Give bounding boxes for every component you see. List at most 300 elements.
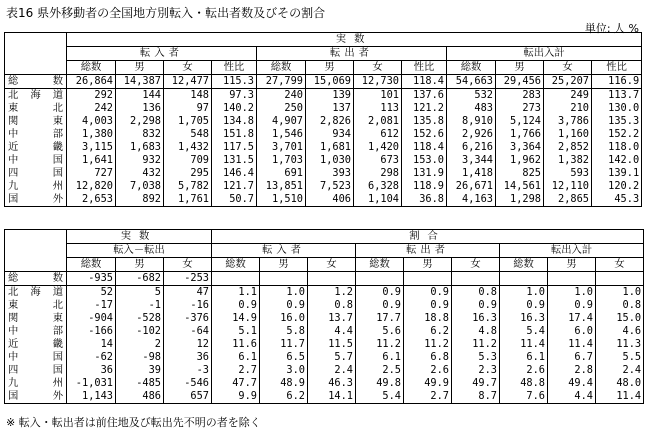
table-cell: 1,030 <box>306 154 354 167</box>
table-cell: 0.9 <box>356 286 404 300</box>
table-cell: 16.3 <box>452 312 500 325</box>
subgroup-header: 転入者 <box>212 244 356 258</box>
table-cell: 0.8 <box>452 286 500 300</box>
table-cell: -904 <box>67 312 116 325</box>
table-cell: 0.8 <box>596 299 644 312</box>
table-cell: 4,003 <box>67 115 116 128</box>
table-cell: 15,069 <box>306 75 354 89</box>
table-cell: 5.4 <box>500 325 548 338</box>
table-cell: 5.5 <box>596 351 644 364</box>
table-cell: 283 <box>496 89 544 103</box>
table-row <box>5 299 644 312</box>
column-header: 女 <box>308 258 356 272</box>
table-cell: 1,420 <box>354 141 402 154</box>
table-cell: 4.4 <box>308 325 356 338</box>
table-cell: 144 <box>116 89 164 103</box>
table-cell: 1,418 <box>447 167 496 180</box>
table-cell: 45.3 <box>592 193 642 207</box>
table-cell: 13.7 <box>308 312 356 325</box>
column-header: 男 <box>496 61 544 75</box>
column-header: 男 <box>548 258 596 272</box>
table-row <box>5 154 642 167</box>
table-cell: -166 <box>67 325 116 338</box>
table-cell: 131.5 <box>212 154 257 167</box>
table-cell: 12,820 <box>67 180 116 193</box>
column-header: 女 <box>544 61 592 75</box>
table-cell: 137.6 <box>402 89 447 103</box>
table-cell: 14 <box>67 338 116 351</box>
column-header: 男 <box>116 258 164 272</box>
table-cell: 486 <box>116 390 164 404</box>
table-cell: 16.3 <box>500 312 548 325</box>
corner-cell <box>5 230 67 272</box>
table-cell: -102 <box>116 325 164 338</box>
table-row <box>5 89 642 103</box>
column-header: 総数 <box>500 258 548 272</box>
table-row <box>5 75 642 89</box>
table-cell: 14.9 <box>212 312 260 325</box>
table-cell: 6.8 <box>404 351 452 364</box>
table-cell: 1,432 <box>164 141 212 154</box>
table-cell: 3.0 <box>260 364 308 377</box>
table-cell: 1,298 <box>496 193 544 207</box>
table-actual-numbers <box>4 32 642 207</box>
table-cell: 118.9 <box>402 180 447 193</box>
column-header: 性比 <box>212 61 257 75</box>
table-row <box>5 193 642 207</box>
table-cell: 151.8 <box>212 128 257 141</box>
table-cell: 101 <box>354 89 402 103</box>
table-cell: 1,683 <box>116 141 164 154</box>
table-cell: -98 <box>116 351 164 364</box>
table-cell: -1 <box>116 299 164 312</box>
table-cell: 2.5 <box>356 364 404 377</box>
table-cell <box>404 272 452 286</box>
table-cell: -17 <box>67 299 116 312</box>
table-cell: 406 <box>306 193 354 207</box>
table-cell: 1,104 <box>354 193 402 207</box>
table-cell: 273 <box>496 102 544 115</box>
table-cell: 2.7 <box>212 364 260 377</box>
table-cell: 6.1 <box>500 351 548 364</box>
table-cell: 727 <box>67 167 116 180</box>
table-cell: 49.9 <box>404 377 452 390</box>
table-cell: -485 <box>116 377 164 390</box>
table-cell: -376 <box>164 312 212 325</box>
table-cell: 6.2 <box>260 390 308 404</box>
table-cell: 1,546 <box>257 128 306 141</box>
table-cell: 137 <box>306 102 354 115</box>
table-cell: 153.0 <box>402 154 447 167</box>
table-cell: 54,663 <box>447 75 496 89</box>
table-cell: 249 <box>544 89 592 103</box>
column-header: 総数 <box>67 258 116 272</box>
table-cell: 12 <box>164 338 212 351</box>
table-cell: 242 <box>67 102 116 115</box>
table-row <box>5 338 644 351</box>
table-row <box>5 141 642 154</box>
table-cell: 12,730 <box>354 75 402 89</box>
column-header: 総数 <box>356 258 404 272</box>
table-row <box>5 351 644 364</box>
table-cell: 5.4 <box>356 390 404 404</box>
table-cell: 657 <box>164 390 212 404</box>
row-label: 国外 <box>5 193 67 207</box>
table-cell: 50.7 <box>212 193 257 207</box>
table-cell: 118.4 <box>402 141 447 154</box>
row-label: 四国 <box>5 364 67 377</box>
table-cell: 4,907 <box>257 115 306 128</box>
table-cell: 135.3 <box>592 115 642 128</box>
column-header: 女 <box>164 61 212 75</box>
table-cell: 39 <box>116 364 164 377</box>
table-cell: 130.0 <box>592 102 642 115</box>
column-header: 性比 <box>592 61 642 75</box>
table-cell: 2,653 <box>67 193 116 207</box>
table-cell: 14,387 <box>116 75 164 89</box>
subgroup-header: 転出者 <box>356 244 500 258</box>
table-cell: 11.5 <box>308 338 356 351</box>
table-cell: 16.0 <box>260 312 308 325</box>
table-cell: 11.7 <box>260 338 308 351</box>
table-cell: 49.4 <box>548 377 596 390</box>
table-cell: 134.8 <box>212 115 257 128</box>
table-cell: 1,641 <box>67 154 116 167</box>
table-cell: 1,703 <box>257 154 306 167</box>
table-cell: 14.1 <box>308 390 356 404</box>
table-cell: 3,115 <box>67 141 116 154</box>
table-cell: 49.8 <box>356 377 404 390</box>
table-cell: 11.3 <box>596 338 644 351</box>
table-cell: 146.4 <box>212 167 257 180</box>
table-cell: 1.0 <box>548 286 596 300</box>
subgroup-header: 転入－転出 <box>67 244 212 258</box>
table-cell: 1.1 <box>212 286 260 300</box>
table-cell: 1,766 <box>496 128 544 141</box>
table-cell: 6.1 <box>356 351 404 364</box>
column-header: 性比 <box>402 61 447 75</box>
table-cell: 3,786 <box>544 115 592 128</box>
table-cell: 2.7 <box>404 390 452 404</box>
table-cell: 298 <box>354 167 402 180</box>
column-header: 女 <box>452 258 500 272</box>
table-cell: 0.8 <box>308 299 356 312</box>
table-cell <box>356 272 404 286</box>
column-header: 総数 <box>257 61 306 75</box>
table-cell: 46.3 <box>308 377 356 390</box>
table-cell: 120.2 <box>592 180 642 193</box>
row-label: 中国 <box>5 351 67 364</box>
table-cell: 121.2 <box>402 102 447 115</box>
table-cell: -682 <box>116 272 164 286</box>
table-cell: 210 <box>544 102 592 115</box>
table-cell: 0.9 <box>404 286 452 300</box>
row-label: 関東 <box>5 312 67 325</box>
table-cell: 295 <box>164 167 212 180</box>
row-label: 近畿 <box>5 141 67 154</box>
table-row <box>5 102 642 115</box>
table-cell: 5.7 <box>308 351 356 364</box>
table-cell: 240 <box>257 89 306 103</box>
table-row <box>5 272 644 286</box>
table-cell: 52 <box>67 286 116 300</box>
table-cell <box>500 272 548 286</box>
table-cell: 5,782 <box>164 180 212 193</box>
table-row <box>5 180 642 193</box>
table-cell: 532 <box>447 89 496 103</box>
table-cell: 15.0 <box>596 312 644 325</box>
table-cell: 36.8 <box>402 193 447 207</box>
table-cell: 892 <box>116 193 164 207</box>
table-cell: 7,523 <box>306 180 354 193</box>
table-cell: 393 <box>306 167 354 180</box>
table-cell: 1,160 <box>544 128 592 141</box>
table-cell: 0.9 <box>404 299 452 312</box>
table-cell: 139.1 <box>592 167 642 180</box>
table-cell: -62 <box>67 351 116 364</box>
table-cell: 121.7 <box>212 180 257 193</box>
table-cell: 0.9 <box>260 299 308 312</box>
table-cell: 2 <box>116 338 164 351</box>
group-header: 実数 <box>67 33 642 47</box>
table-cell: 934 <box>306 128 354 141</box>
table-cell: 113 <box>354 102 402 115</box>
table-cell: 14,561 <box>496 180 544 193</box>
table-row <box>5 377 644 390</box>
row-label: 北海道 <box>5 286 67 300</box>
table-cell: 691 <box>257 167 306 180</box>
table-cell: 7,038 <box>116 180 164 193</box>
table-cell: -16 <box>164 299 212 312</box>
table-cell: 3,701 <box>257 141 306 154</box>
row-label: 四国 <box>5 167 67 180</box>
table-cell: 6,216 <box>447 141 496 154</box>
row-label: 九州 <box>5 180 67 193</box>
table-cell: 825 <box>496 167 544 180</box>
row-label: 東北 <box>5 299 67 312</box>
table-cell: 2,298 <box>116 115 164 128</box>
table-cell: 2.4 <box>596 364 644 377</box>
table-cell: 0.9 <box>356 299 404 312</box>
table-cell: 593 <box>544 167 592 180</box>
table-cell: 5.8 <box>260 325 308 338</box>
table-cell <box>260 272 308 286</box>
table-cell: 4,163 <box>447 193 496 207</box>
table-cell: 135.8 <box>402 115 447 128</box>
row-label: 近畿 <box>5 338 67 351</box>
row-label: 九州 <box>5 377 67 390</box>
corner-cell <box>5 33 67 75</box>
table-cell: 1.0 <box>500 286 548 300</box>
table-cell: -546 <box>164 377 212 390</box>
table-cell: 118.4 <box>402 75 447 89</box>
table-cell: 4.4 <box>548 390 596 404</box>
table-cell: 47 <box>164 286 212 300</box>
table-row <box>5 128 642 141</box>
table-cell <box>212 272 260 286</box>
row-label: 国外 <box>5 390 67 404</box>
column-header: 総数 <box>447 61 496 75</box>
table-cell: 26,671 <box>447 180 496 193</box>
subgroup-header: 転入者 <box>67 47 257 61</box>
table-cell <box>548 272 596 286</box>
table-cell: 11.4 <box>548 338 596 351</box>
table-cell: 8.7 <box>452 390 500 404</box>
table-cell: 1,380 <box>67 128 116 141</box>
table-cell: 17.7 <box>356 312 404 325</box>
group-header: 割合 <box>212 230 644 244</box>
table-cell: 113.7 <box>592 89 642 103</box>
table-cell: 4.8 <box>452 325 500 338</box>
table-cell: -528 <box>116 312 164 325</box>
table-cell: 11.2 <box>356 338 404 351</box>
table-cell: 1.0 <box>260 286 308 300</box>
column-header: 総数 <box>212 258 260 272</box>
table-cell <box>452 272 500 286</box>
table-cell: 27,799 <box>257 75 306 89</box>
table-cell: 6,328 <box>354 180 402 193</box>
table-cell: 140.2 <box>212 102 257 115</box>
table-cell: 2,865 <box>544 193 592 207</box>
table-cell: 118.0 <box>592 141 642 154</box>
table-cell <box>308 272 356 286</box>
table-cell: 47.7 <box>212 377 260 390</box>
table-cell: 6.0 <box>548 325 596 338</box>
table-row <box>5 390 644 404</box>
table-row <box>5 286 644 300</box>
subgroup-header: 転出者 <box>257 47 447 61</box>
column-header: 女 <box>354 61 402 75</box>
table-cell: 152.6 <box>402 128 447 141</box>
table-cell: 548 <box>164 128 212 141</box>
table-cell: -1,031 <box>67 377 116 390</box>
table-row <box>5 325 644 338</box>
row-label: 総数 <box>5 75 67 89</box>
table-cell: 18.8 <box>404 312 452 325</box>
table-cell: 148 <box>164 89 212 103</box>
table-cell: 483 <box>447 102 496 115</box>
table-cell: 97 <box>164 102 212 115</box>
table-cell: 7.6 <box>500 390 548 404</box>
table-cell: 1.2 <box>308 286 356 300</box>
table-cell: -3 <box>164 364 212 377</box>
table-cell: 832 <box>116 128 164 141</box>
table-cell: 9.9 <box>212 390 260 404</box>
table-row <box>5 167 642 180</box>
table-row <box>5 115 642 128</box>
column-header: 女 <box>596 258 644 272</box>
table-cell: 0.9 <box>212 299 260 312</box>
table-cell: 3,344 <box>447 154 496 167</box>
column-header: 男 <box>116 61 164 75</box>
subgroup-header: 転出入計 <box>447 47 642 61</box>
table-title: 表16 県外移動者の全国地方別転入・転出者数及びその割合 <box>6 6 326 20</box>
table-row <box>5 364 644 377</box>
column-header: 女 <box>164 258 212 272</box>
table-cell: -935 <box>67 272 116 286</box>
table-cell: 139 <box>306 89 354 103</box>
table-cell: 1,681 <box>306 141 354 154</box>
table-cell: 1,761 <box>164 193 212 207</box>
table-cell: 115.3 <box>212 75 257 89</box>
table-cell: 17.4 <box>548 312 596 325</box>
table-cell: 292 <box>67 89 116 103</box>
column-header: 男 <box>404 258 452 272</box>
table-cell: 8,910 <box>447 115 496 128</box>
table-cell: 432 <box>116 167 164 180</box>
row-label: 総数 <box>5 272 67 286</box>
table-cell: 1,705 <box>164 115 212 128</box>
table-cell: 2.8 <box>548 364 596 377</box>
table-cell: 142.0 <box>592 154 642 167</box>
table-cell: 612 <box>354 128 402 141</box>
table-cell: 36 <box>67 364 116 377</box>
table-cell: 0.9 <box>500 299 548 312</box>
table-cell: 12,110 <box>544 180 592 193</box>
table-cell: 5.6 <box>356 325 404 338</box>
table-cell: 13,851 <box>257 180 306 193</box>
footnote: ※ 転入・転出者は前住地及び転出先不明の者を除く <box>6 416 261 429</box>
table-cell: 0.9 <box>548 299 596 312</box>
row-label: 北海道 <box>5 89 67 103</box>
unit-label: 単位: 人 % <box>584 22 639 35</box>
table-cell: 2,826 <box>306 115 354 128</box>
table-cell: 2.4 <box>308 364 356 377</box>
column-header: 男 <box>260 258 308 272</box>
table-cell: 48.8 <box>500 377 548 390</box>
table-cell: 4.6 <box>596 325 644 338</box>
subgroup-header: 転出入計 <box>500 244 644 258</box>
table-cell: 97.3 <box>212 89 257 103</box>
table-net-and-share <box>4 229 644 404</box>
table-cell <box>596 272 644 286</box>
table-cell: 49.7 <box>452 377 500 390</box>
table-cell: 11.2 <box>452 338 500 351</box>
table-cell: 5.3 <box>452 351 500 364</box>
table-cell: 5 <box>116 286 164 300</box>
table-cell: 3,364 <box>496 141 544 154</box>
table-cell: -64 <box>164 325 212 338</box>
table-row <box>5 312 644 325</box>
table-cell: 6.7 <box>548 351 596 364</box>
table-cell: 12,477 <box>164 75 212 89</box>
table-cell: 36 <box>164 351 212 364</box>
table-cell: 2,852 <box>544 141 592 154</box>
table-cell: 11.4 <box>500 338 548 351</box>
table-cell: -253 <box>164 272 212 286</box>
table-cell: 709 <box>164 154 212 167</box>
group-header: 実数 <box>67 230 212 244</box>
table-cell: 25,207 <box>544 75 592 89</box>
table-cell: 11.4 <box>596 390 644 404</box>
table-cell: 1,143 <box>67 390 116 404</box>
table-cell: 136 <box>116 102 164 115</box>
table-cell: 48.0 <box>596 377 644 390</box>
table-cell: 5,124 <box>496 115 544 128</box>
table-cell: 2,926 <box>447 128 496 141</box>
table-cell: 116.9 <box>592 75 642 89</box>
table-cell: 2.6 <box>404 364 452 377</box>
table-cell: 26,864 <box>67 75 116 89</box>
table-cell: 117.5 <box>212 141 257 154</box>
table-cell: 5.1 <box>212 325 260 338</box>
table-cell: 48.9 <box>260 377 308 390</box>
table-cell: 2.3 <box>452 364 500 377</box>
row-label: 中部 <box>5 325 67 338</box>
table-cell: 152.2 <box>592 128 642 141</box>
table-cell: 1.0 <box>596 286 644 300</box>
row-label: 関東 <box>5 115 67 128</box>
